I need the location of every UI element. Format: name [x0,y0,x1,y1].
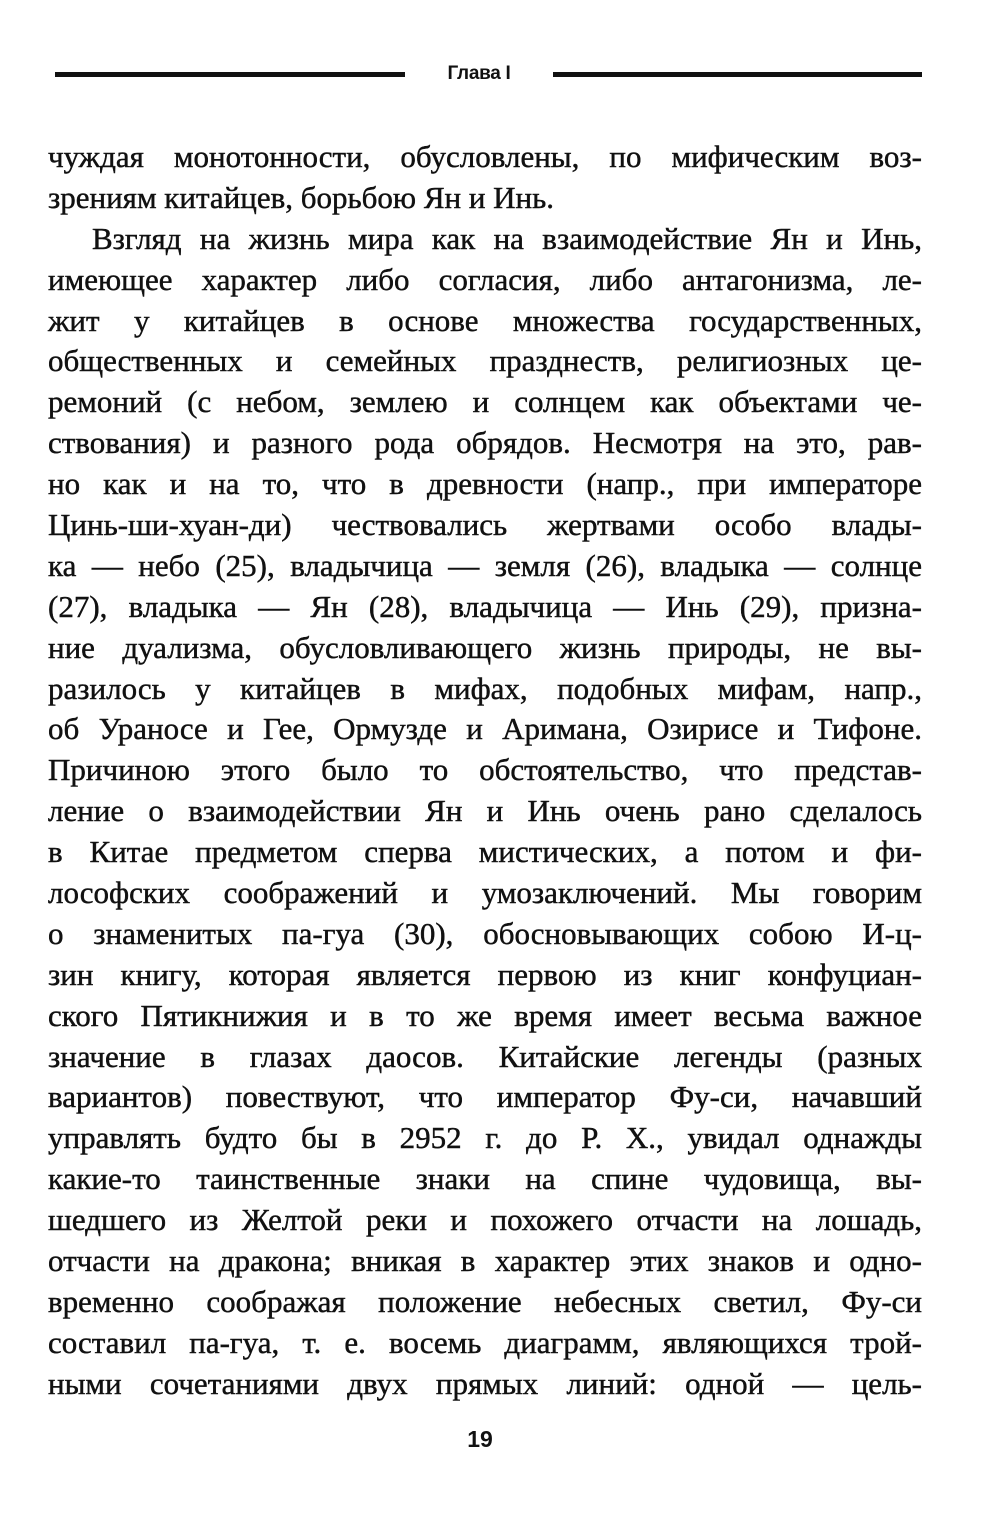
text-line: какие-то таинственные знаки на спине чудовища, вы- [48,1161,922,1197]
text-line: управлять будто бы в 2952 г. до Р. Х., увидал однажды [48,1120,922,1156]
text-line: вариантов) повествуют, что император Фу-си, начавший [48,1079,922,1115]
header-rule-left [55,72,405,77]
text-line: жит у китайцев в основе множества государственных, [48,302,922,338]
text-line: общественных и семейных празднеств, религиозных це- [48,343,922,379]
text-line: (27), владыка — Ян (28), владычица — Инь (29), призна- [48,588,922,624]
text-line: зин книгу, которая является первою из книг конфуциан- [48,956,922,992]
text-line: об Ураносе и Гее, Ормузде и Аримана, Озирисе и Тифоне. [48,711,922,747]
text-line: Цинь-ши-хуан-ди) чествовались жертвами особо влады- [48,507,922,543]
page-number: 19 [467,1426,493,1452]
text-line: ка — небо (25), владычица — земля (26), владыка — солнце [48,547,922,583]
text-line: ние дуализма, обусловливающего жизнь природы, не вы- [48,629,922,665]
text-line: но как и на то, что в древности (напр., при императоре [48,466,922,502]
text-line: о знаменитых па-гуа (30), обосновывающих собою И-ц- [48,915,922,951]
text-line: в Китае предметом сперва мистических, а потом и фи- [48,834,922,870]
text-line: отчасти на дракона; вникая в характер этих знаков и одно- [48,1243,922,1279]
text-line: лософских соображений и умозаключений. Мы говорим [48,875,922,911]
text-line: чуждая монотонности, обусловлены, по мифическим воз- [48,139,922,174]
text-line: зрениям китайцев, борьбою Ян и Инь. [48,179,555,215]
header-rule-right [553,72,922,77]
text-line: ского Пятикнижия и в то же время имеет весьма важное [48,997,922,1033]
text-line: значение в глазах даосов. Китайские легенды (разных [48,1038,922,1074]
text-line: разилось у китайцев в мифах, подобных мифам, напр., [48,670,922,706]
text-line: ствования) и разного рода обрядов. Несмотря на это, рав- [48,425,922,461]
text-line: Причиною этого было то обстоятельство, что представ- [48,752,922,788]
text-line: ремоний (с небом, землею и солнцем как объектами че- [48,384,922,420]
running-head: Глава I [447,63,511,84]
text-line: Взгляд на жизнь мира как на взаимодействие Ян и Инь, [92,220,922,256]
text-line: ными сочетаниями двух прямых линий: одной — цель- [48,1365,922,1401]
text-line: составил па-гуа, т. е. восемь диаграмм, являющихся трой- [48,1324,922,1360]
text-line: шедшего из Желтой реки и похожего отчасти на лошадь, [48,1202,922,1238]
text-line: временно соображая положение небесных светил, Фу-си [48,1283,922,1319]
body-text [48,137,922,1405]
text-line: ление о взаимодействии Ян и Инь очень рано сделалось [48,793,922,829]
text-line: имеющее характер либо согласия, либо антагонизма, ле- [48,261,922,297]
